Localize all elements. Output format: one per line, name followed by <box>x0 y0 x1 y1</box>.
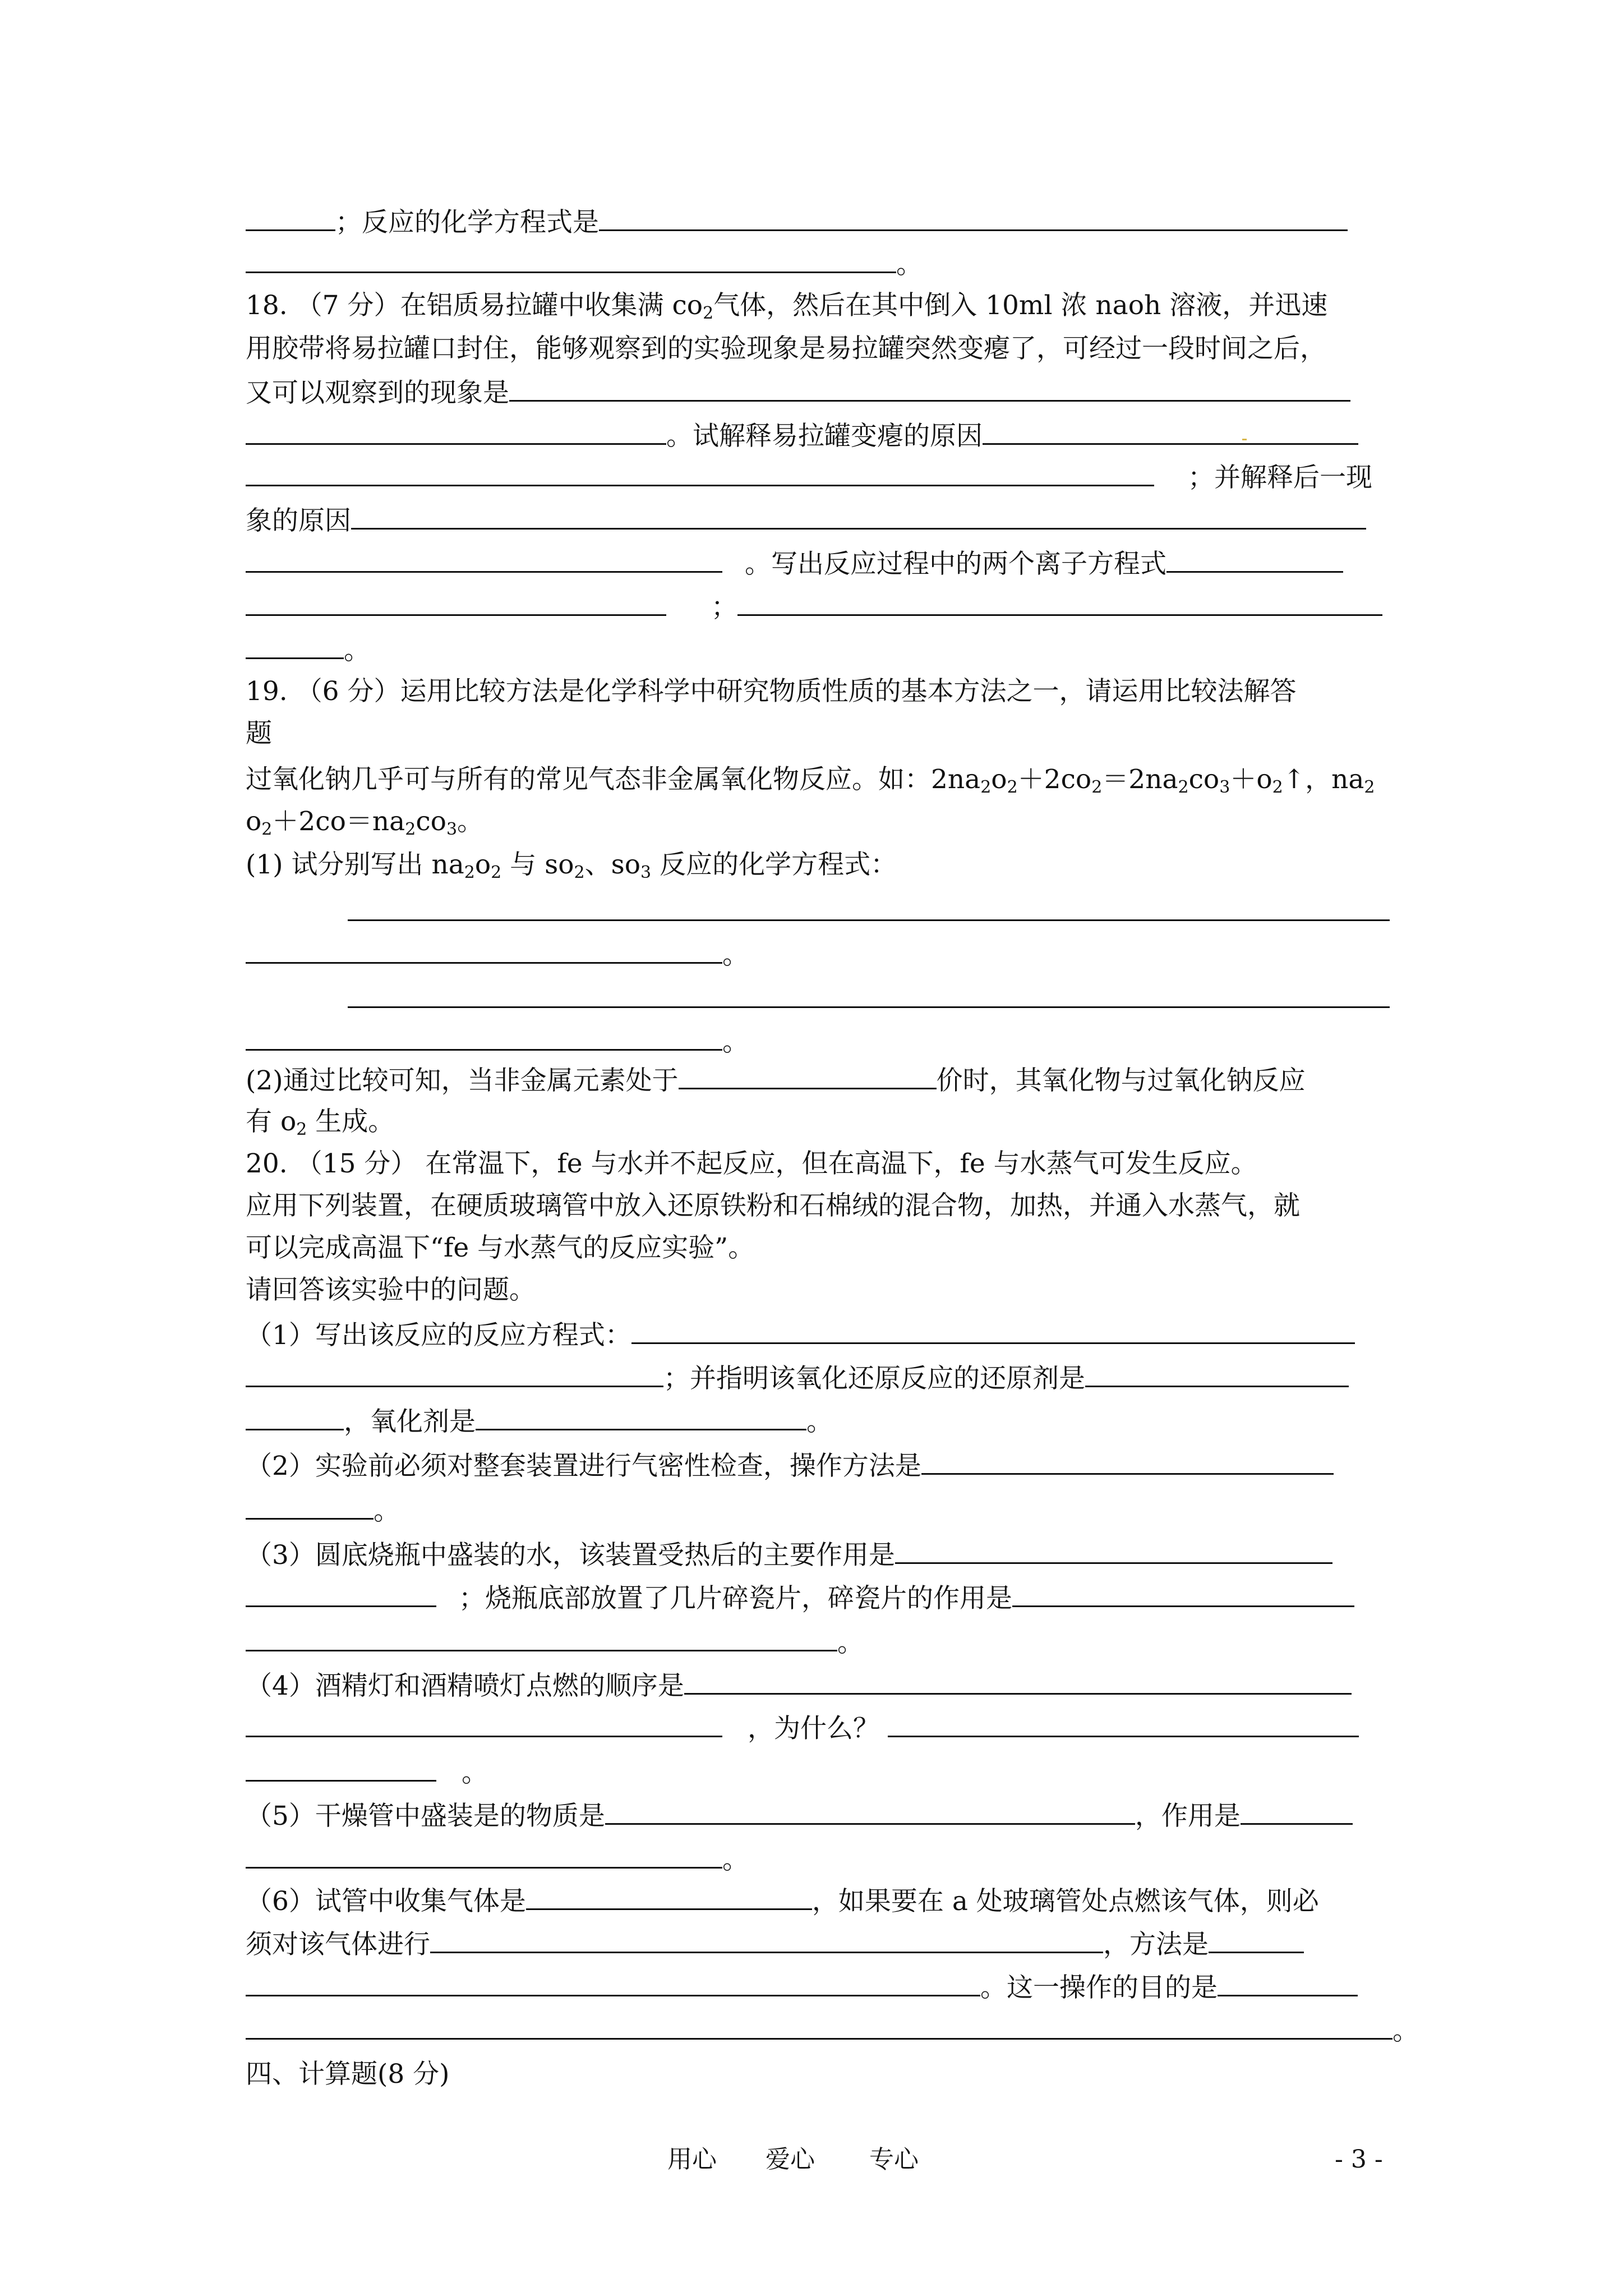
answer-blank <box>246 546 722 573</box>
answer-blank <box>1209 1927 1304 1953</box>
answer-blank <box>246 633 344 659</box>
answer-blank <box>983 418 1358 445</box>
text-line: 。 <box>246 633 370 666</box>
answer-blank <box>605 1798 1135 1825</box>
text-line: 。 <box>246 1755 488 1789</box>
answer-blank <box>246 205 335 231</box>
text-line: 有 $o_2$ 生成。 <box>246 1106 395 1139</box>
answer-blank <box>476 1404 806 1430</box>
answer-blank <box>246 590 666 616</box>
answer-blank <box>348 982 1390 1008</box>
answer-blank <box>246 1842 722 1869</box>
footer-text: 用心 <box>667 2145 717 2174</box>
text-line: ，氧化剂是 。 <box>246 1404 833 1438</box>
text-line: 又可以观察到的现象是 <box>246 375 1350 409</box>
text-line: 象的原因 <box>246 503 1366 537</box>
answer-blank <box>246 247 896 273</box>
answer-blank <box>895 1538 1332 1564</box>
text-line: ；反应的化学方程式是 <box>246 205 1348 238</box>
answer-blank <box>737 590 1382 616</box>
text-line: 用胶带将易拉罐口封住，能够观察到的实验现象是易拉罐突然变瘪了，可经过一段时间之后， <box>246 333 1326 364</box>
answer-blank <box>1218 1970 1358 1996</box>
text-line: $o_2+2co=na_2co_3$。 <box>246 806 484 839</box>
answer-blank <box>246 1711 722 1737</box>
footer-text: 爱心 <box>766 2145 815 2174</box>
text-line: 。 <box>246 1024 749 1058</box>
answer-blank <box>1085 1361 1349 1387</box>
text-line: (2)通过比较可知，当非金属元素处于 价时，其氧化物与过氧化钠反应 <box>246 1063 1306 1097</box>
answer-blank <box>679 1063 937 1089</box>
text-line: 。写出反应过程中的两个离子方程式 <box>246 546 1343 580</box>
text-line: （5）干燥管中盛装是的物质是 ，作用是 <box>246 1798 1353 1832</box>
text-line: 。 <box>246 1842 749 1876</box>
text-line: 。 <box>246 1625 864 1659</box>
answer-blank <box>888 1711 1359 1737</box>
answer-blank <box>430 1927 1103 1953</box>
text-line: 须对该气体进行 ，方法是 <box>246 1927 1304 1961</box>
text-line: ，为什么？ <box>246 1711 1359 1745</box>
text-line: （6）试管中收集气体是 ，如果要在 a 处玻璃管处点燃该气体，则必 <box>246 1884 1319 1917</box>
answer-blank <box>246 460 1154 486</box>
text-line: 请回答该实验中的问题。 <box>246 1274 536 1305</box>
text-line: 。 <box>246 2013 1419 2047</box>
question-18: 18. （7 分）在铝质易拉罐中收集满 $co_2$气体，然后在其中倒入 10ml 浓 naoh 溶液，并迅速 <box>246 290 1328 323</box>
answer-blank <box>526 1884 812 1910</box>
answer-blank <box>351 503 1366 530</box>
answer-blank <box>599 205 1348 231</box>
answer-blank <box>246 937 722 964</box>
answer-blank <box>1166 546 1343 573</box>
text-line: 。 <box>246 247 923 280</box>
answer-blank <box>348 895 1390 921</box>
footer-text: 专心 <box>869 2145 919 2174</box>
answer-blank <box>246 1361 663 1387</box>
text-line: （1）写出该反应的反应方程式： <box>246 1318 1355 1351</box>
text-line: 。这一操作的目的是 <box>246 1970 1358 2004</box>
answer-blank <box>246 1404 344 1430</box>
stray-mark <box>1242 439 1247 440</box>
text-line <box>348 982 1390 1015</box>
text-line: 。试解释易拉罐变瘪的原因 <box>246 418 1358 452</box>
question-20: 20. （15 分） 在常温下，fe 与水并不起反应，但在高温下，fe 与水蒸气可发生反应。 <box>246 1148 1257 1179</box>
answer-blank <box>246 1493 374 1520</box>
question-19: 19. （6 分）运用比较方法是化学科学中研究物质性质的基本方法之一，请运用比较法解答 <box>246 676 1297 707</box>
answer-blank <box>1012 1581 1354 1607</box>
text-line: 可以完成高温下“fe 与水蒸气的反应实验”。 <box>246 1232 755 1263</box>
text-line: ；并指明该氧化还原反应的还原剂是 <box>246 1361 1349 1395</box>
answer-blank <box>246 1581 436 1607</box>
text-line: 过氧化钠几乎可与所有的常见气态非金属氧化物反应。如：$2na_2o_2+2co_2=2na_2co_3+o_2↑$，$na_2$ <box>246 764 1375 797</box>
answer-blank <box>246 418 666 445</box>
text-line: （4）酒精灯和酒精喷灯点燃的顺序是 <box>246 1668 1352 1702</box>
text-line: 题 <box>246 718 272 749</box>
text-line: ；烧瓶底部放置了几片碎瓷片，碎瓷片的作用是 <box>246 1581 1354 1614</box>
text-line: （2）实验前必须对整套装置进行气密性检查，操作方法是 <box>246 1448 1334 1482</box>
answer-blank <box>631 1318 1355 1344</box>
answer-blank <box>921 1448 1334 1475</box>
section-heading: 四、计算题(8 分) <box>246 2059 450 2090</box>
page-number: - 3 - <box>1335 2145 1383 2174</box>
text-line: ；并解释后一现 <box>246 460 1372 494</box>
answer-blank <box>246 1024 722 1051</box>
answer-blank <box>246 1625 837 1651</box>
text-line: 。 <box>246 1493 400 1527</box>
text-line: （3）圆底烧瓶中盛装的水，该装置受热后的主要作用是 <box>246 1538 1332 1571</box>
text-line <box>348 895 1390 928</box>
text-line: 应用下列装置，在硬质玻璃管中放入还原铁粉和石棉绒的混合物，加热，并通入水蒸气，就 <box>246 1190 1300 1221</box>
answer-blank <box>246 1970 980 1996</box>
text-line: ； <box>246 590 1382 623</box>
answer-blank <box>1241 1798 1353 1825</box>
text-line: 。 <box>246 937 749 971</box>
answer-blank <box>684 1668 1352 1695</box>
answer-blank <box>246 2013 1393 2040</box>
text-line: (1) 试分别写出 $na_2o_2$ 与 $so_2$、$so_3$ 反应的化学方程式： <box>246 849 897 882</box>
answer-blank <box>509 375 1350 402</box>
answer-blank <box>246 1755 436 1782</box>
